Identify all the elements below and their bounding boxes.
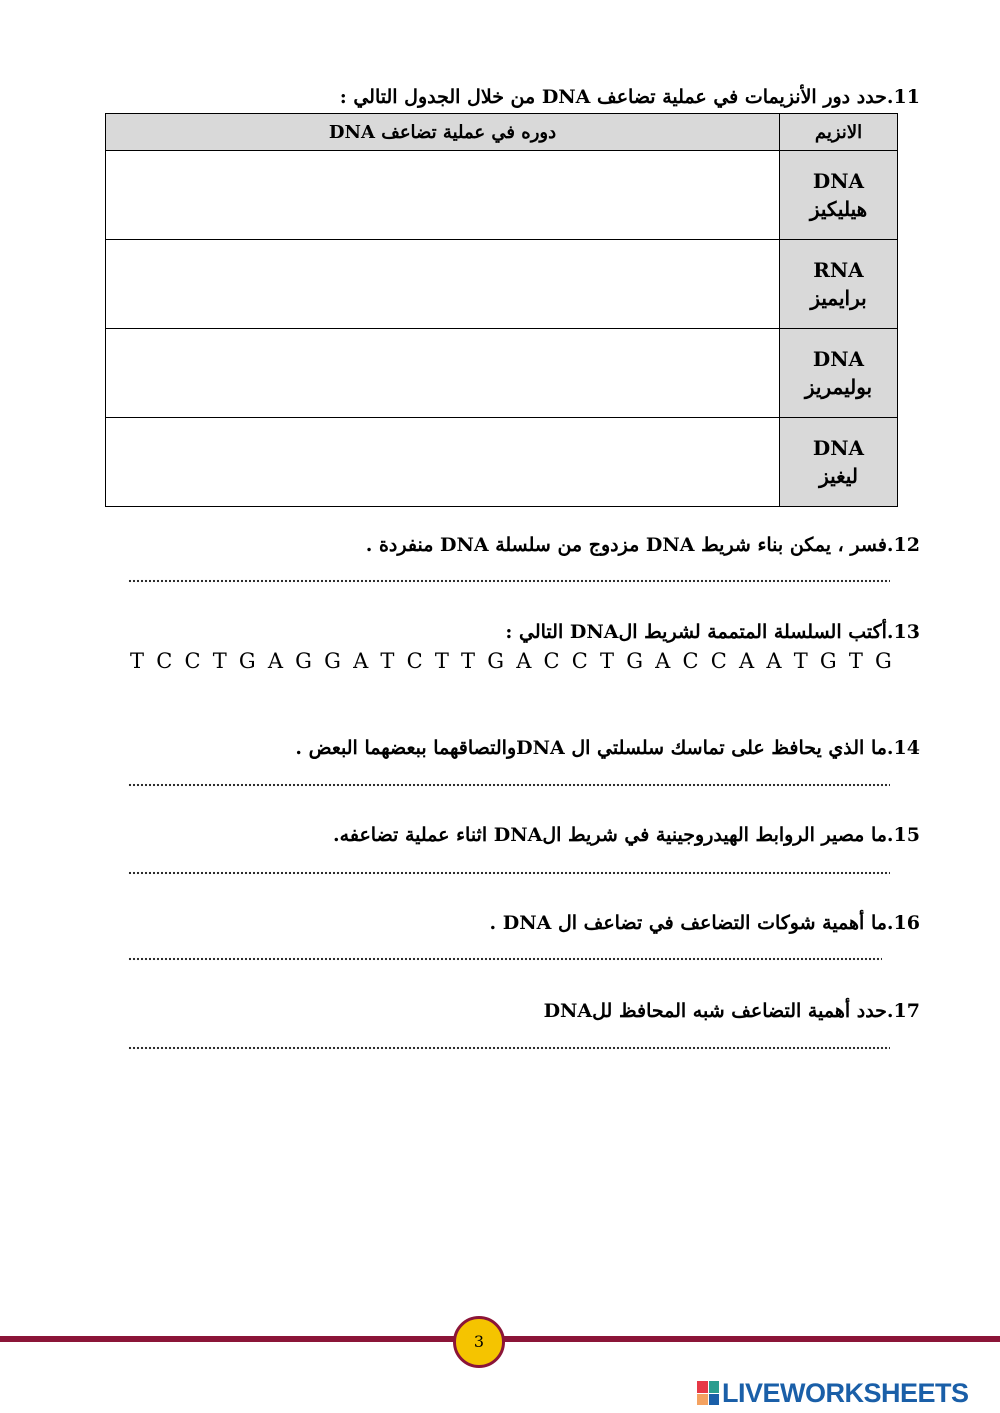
question-16: 16.ما أهمية شوكات التضاعف في تضاعف ال DNA . <box>489 912 920 934</box>
nucleotide: T <box>434 649 449 673</box>
enzyme-abbr: DNA <box>812 436 865 460</box>
enzyme-name: بوليمريز <box>804 375 873 399</box>
nucleotide: C <box>710 649 727 673</box>
brand-name: LIVEWORKSHEETS <box>722 1377 969 1408</box>
role-answer-cell[interactable] <box>106 329 780 418</box>
enzyme-cell <box>780 418 898 507</box>
nucleotide: G <box>626 649 643 673</box>
answer-line-15[interactable] <box>128 871 890 875</box>
answer-line-16[interactable] <box>128 957 882 961</box>
nucleotide: T <box>380 649 395 673</box>
logo-mark-icon <box>697 1381 719 1405</box>
header-role: دوره في عملية تضاعف DNA <box>106 114 780 151</box>
header-enzyme: الانزيم <box>780 114 898 151</box>
role-answer-cell[interactable] <box>106 240 780 329</box>
answer-line-12[interactable] <box>128 579 890 583</box>
enzyme-cell <box>780 329 898 418</box>
nucleotide: T <box>212 649 227 673</box>
nucleotide: T <box>793 649 808 673</box>
dna-sequence <box>130 649 892 673</box>
enzyme-name: برايميز <box>810 286 867 310</box>
nucleotide: C <box>571 649 588 673</box>
nucleotide: A <box>655 649 671 673</box>
table-row <box>106 151 898 240</box>
answer-line-14[interactable] <box>128 783 890 787</box>
nucleotide: C <box>543 649 560 673</box>
question-12: 12.فسر ، يمكن بناء شريط DNA مزدوج من سلسلة DNA منفردة . <box>365 534 920 556</box>
page-number-badge: 3 <box>453 1316 505 1368</box>
enzyme-cell <box>780 151 898 240</box>
nucleotide: A <box>766 649 782 673</box>
role-answer-cell[interactable] <box>106 151 780 240</box>
nucleotide: G <box>324 649 341 673</box>
nucleotide: A <box>353 649 369 673</box>
table-row <box>106 329 898 418</box>
nucleotide: C <box>406 649 423 673</box>
enzyme-abbr: DNA <box>812 347 865 371</box>
nucleotide: C <box>184 649 201 673</box>
nucleotide: G <box>875 649 892 673</box>
question-17: 17.حدد أهمية التضاعف شبه المحافظ للDNA <box>543 1000 920 1022</box>
nucleotide: G <box>819 649 837 673</box>
table-row <box>106 240 898 329</box>
nucleotide: A <box>516 649 532 673</box>
nucleotide: G <box>238 649 256 673</box>
question-15: 15.ما مصير الروابط الهيدروجينية في شريط الDNA اثناء عملية تضاعفه. <box>333 824 920 846</box>
question-14: 14.ما الذي يحافظ على تماسك سلسلتي ال DNAوالتصاقهما ببعضهما البعض . <box>295 737 920 759</box>
question-13: 13.أكتب السلسلة المتممة لشريط الDNA التالي : <box>505 621 920 643</box>
nucleotide: T <box>130 649 145 673</box>
liveworksheets-logo <box>697 1378 969 1408</box>
enzyme-cell <box>780 240 898 329</box>
nucleotide: T <box>848 649 863 673</box>
table-header-row <box>106 114 898 151</box>
question-11: 11.حدد دور الأنزيمات في عملية تضاعف DNA من خلال الجدول التالي : <box>339 86 920 108</box>
nucleotide: G <box>487 649 505 673</box>
answer-line-17[interactable] <box>128 1046 890 1050</box>
nucleotide: C <box>682 649 699 673</box>
nucleotide: A <box>739 649 755 673</box>
enzyme-name: هيليكيز <box>809 197 868 221</box>
table-row <box>106 418 898 507</box>
nucleotide: G <box>295 649 312 673</box>
nucleotide: C <box>156 649 173 673</box>
role-answer-cell[interactable] <box>106 418 780 507</box>
enzyme-abbr: RNA <box>813 258 864 282</box>
enzymes-table <box>105 113 898 507</box>
nucleotide: T <box>600 649 615 673</box>
nucleotide: A <box>267 649 283 673</box>
nucleotide: T <box>461 649 476 673</box>
enzyme-name: ليغيز <box>819 464 858 488</box>
enzyme-abbr: DNA <box>812 169 865 193</box>
